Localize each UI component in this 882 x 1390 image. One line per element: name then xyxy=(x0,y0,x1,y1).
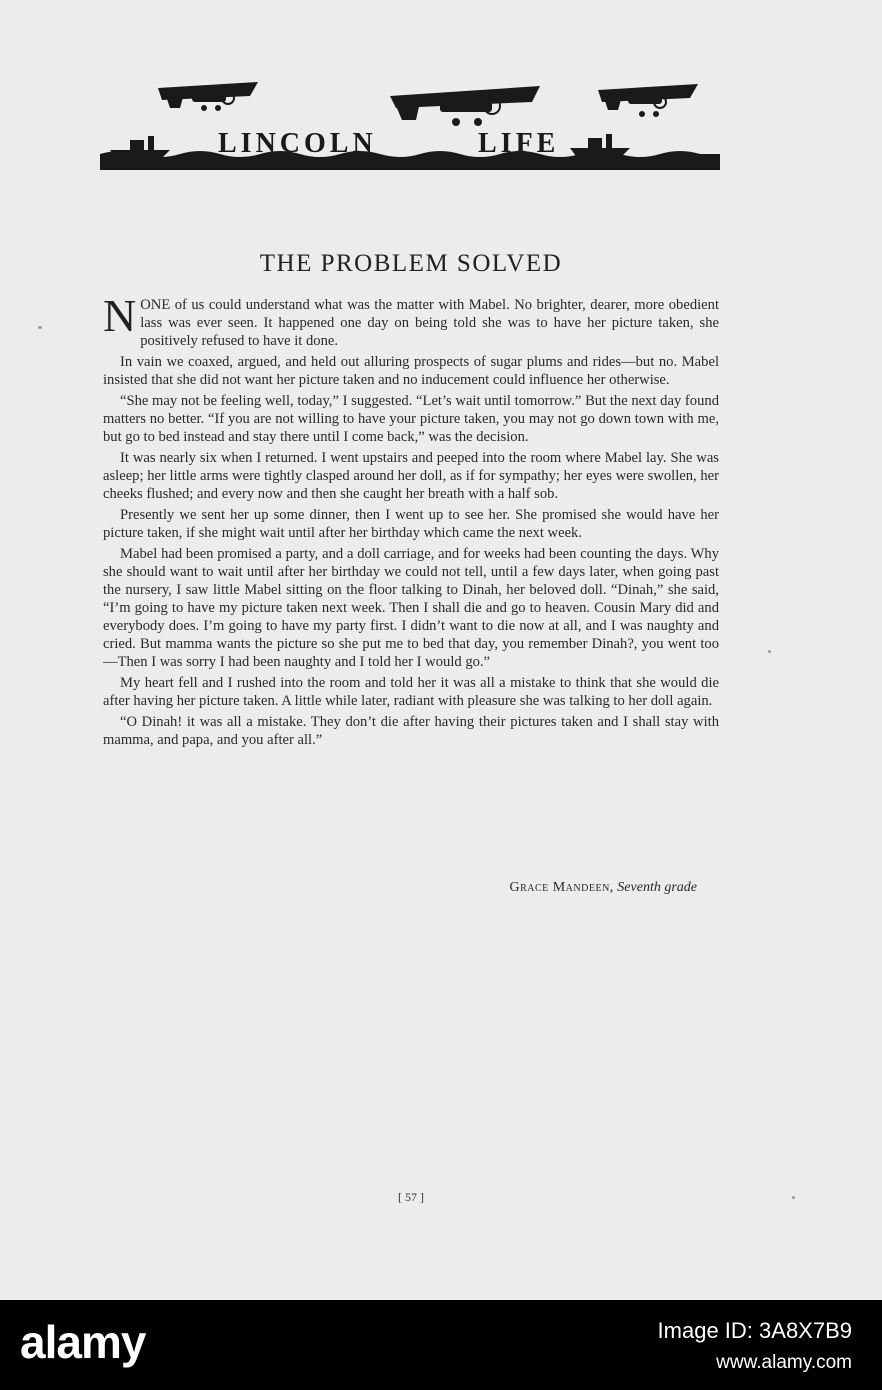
paper-speck xyxy=(792,1196,795,1199)
paragraph-3: “She may not be feeling well, today,” I suggested. “Let’s wait until tomorrow.” But the next day found matters no better. “If you are not willing to have your picture taken, you may not go down town with me, but go to bed instead and stay there until I come back,” was the decision. xyxy=(103,393,719,445)
paragraph-5: Presently we sent her up some dinner, then I went up to see her. She promised she would have her picture taken, if she might wait until after her birthday which came the next week. xyxy=(103,507,719,541)
paragraph-6: Mabel had been promised a party, and a doll carriage, and for weeks had been counting the days. Why she should want to wait until after her birthday we could not tell, until a few days later, when going past the nursery, I saw little Mabel sitting on the floor talking to Dinah, her beloved doll. “Dinah,” she said, “I’m going to have my picture taken next week. Then I shall die and go to heaven. Cousin Mary did and everybody does. I’m going to have my party first. I didn’t want to die now at all, and I was naughty and cried. But mamma wants the picture so she put me to bed that day, you remember Dinah?, you went too—Then I was sorry I had been naughty and I told her I would go.” xyxy=(103,546,719,670)
author-signature xyxy=(103,880,697,896)
article-title: THE PROBLEM SOLVED xyxy=(259,250,563,277)
page-number: [ 57 ] xyxy=(398,1190,424,1204)
author-grade: Seventh grade xyxy=(617,880,697,895)
paragraph-7: My heart fell and I rushed into the room and told her it was all a mistake to think that she would die after having her picture taken. A little while later, radiant with pleasure she was talking to her doll again. xyxy=(103,675,719,709)
drop-cap: N xyxy=(103,290,137,341)
paragraph-1-text: ONE of us could understand what was the matter with Mabel. No brighter, dearer, more obedient lass was ever seen. It happened one day on being told she was to have her picture taken, she positively refused to have it done. xyxy=(140,297,719,349)
paper-speck xyxy=(768,650,771,653)
airplane-right-icon xyxy=(598,84,698,117)
author-name: Grace Mandeen, xyxy=(509,880,614,895)
article-body xyxy=(103,290,719,752)
paragraph-1 xyxy=(103,290,719,350)
watermark-logo: alamy xyxy=(20,1316,146,1368)
watermark-footer xyxy=(0,1300,882,1390)
wave-band xyxy=(100,151,720,170)
banner-word-life: LIFE xyxy=(478,128,560,159)
watermark-url: www.alamy.com xyxy=(716,1352,852,1373)
watermark-image-id: Image ID: 3A8X7B9 xyxy=(657,1318,852,1343)
banner-illustration xyxy=(100,78,720,178)
lincoln-life-banner xyxy=(100,78,720,178)
airplane-left-icon xyxy=(158,82,258,111)
paper-speck xyxy=(38,326,42,329)
paragraph-8: “O Dinah! it was all a mistake. They don’t die after having their pictures taken and I shall stay with mamma, and papa, and you after all.” xyxy=(103,714,719,748)
paragraph-2: In vain we coaxed, argued, and held out alluring prospects of sugar plums and rides—but no. Mabel insisted that she did not want her picture taken and no inducement could influence her otherwise. xyxy=(103,354,719,388)
paragraph-4: It was nearly six when I returned. I went upstairs and peeped into the room where Mabel lay. She was asleep; her little arms were tightly clasped around her doll, as if for sympathy; her eyes were swollen, her cheeks flushed; and every now and then she caught her breath with a half sob. xyxy=(103,450,719,502)
airplane-center-icon xyxy=(390,86,540,126)
banner-word-lincoln: LINCOLN xyxy=(218,128,377,159)
